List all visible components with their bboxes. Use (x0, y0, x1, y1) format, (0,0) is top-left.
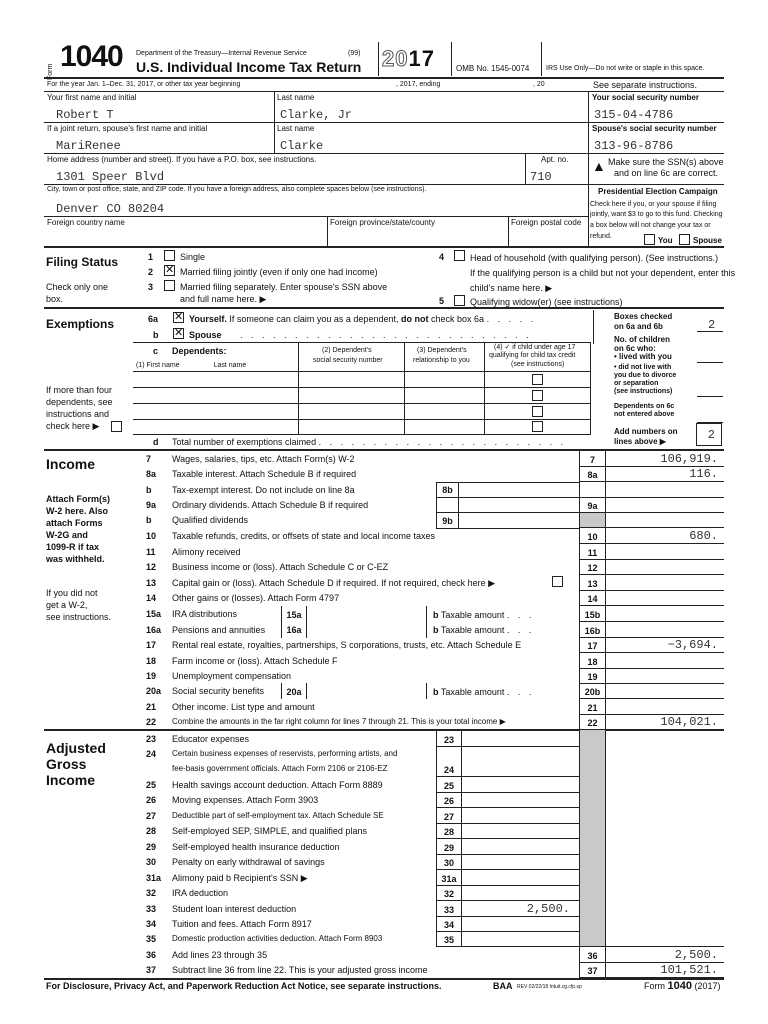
line-text: Other gains or (losses). Attach Form 4797 (172, 593, 340, 603)
line-number: 8a (146, 469, 157, 479)
line-text: Student loan interest deduction (172, 904, 297, 914)
line-amount-field[interactable]: 101,521. (660, 963, 718, 977)
line-box-number: 18 (587, 657, 598, 667)
line-text: Domestic production activities deduction. Attach Form 8903 (172, 934, 383, 943)
line-text: IRA distributions (172, 609, 238, 619)
spouse-first-field[interactable]: MariRenee (56, 139, 121, 153)
dep-col-4b: qualifying for child tax credit (489, 352, 576, 359)
line-number: 16a (146, 625, 162, 635)
line-box-number: 27 (443, 812, 454, 822)
line-number: 25 (146, 780, 157, 790)
pec-text-1: Check here if you, or your spouse if filing (590, 201, 717, 208)
agi-title-1: Adjusted (46, 740, 106, 756)
form-word: Form (47, 63, 54, 80)
line-text: Tax-exempt interest. Do not include on line 8a (172, 485, 355, 495)
filing-note-1: Check only one (46, 282, 109, 292)
line-number: 24 (146, 749, 157, 759)
dep-col-4c: (see instructions) (511, 361, 565, 368)
line-amount-field[interactable]: 106,919. (660, 452, 718, 466)
line-box-number: 21 (587, 703, 598, 713)
line-amount-field[interactable]: 116. (689, 467, 718, 481)
line-number: 35 (146, 934, 157, 944)
income-title: Income (46, 456, 96, 472)
form-number: 1040 (60, 40, 123, 73)
dep-side-3: instructions and (46, 409, 110, 419)
boxes-checked-1: Boxes checked (614, 312, 673, 321)
widow-checkbox[interactable] (454, 295, 465, 306)
box-20a: 20a (286, 687, 302, 697)
line-number: 11 (146, 547, 156, 557)
dep-col-4a: (4) ✓ if child under age 17 (494, 344, 576, 351)
line-number: 22 (146, 717, 157, 727)
line-number: 7 (146, 454, 152, 464)
baa: BAA (493, 981, 513, 991)
dep-row-4-checkbox[interactable] (532, 421, 543, 432)
mfj-checkbox[interactable]: ✕ (165, 264, 175, 276)
line-number: 12 (146, 562, 157, 572)
line-text: Ordinary dividends. Attach Schedule B if required (172, 500, 369, 510)
mfs-label-1: Married filing separately. Enter spouse's SSN above (180, 282, 388, 292)
rev-code: REV 02/22/18 Intuit.cg.cfp.sp (517, 984, 582, 990)
children-2: on 6c who: (614, 344, 656, 353)
dep-row-2-checkbox[interactable] (532, 390, 543, 401)
line-box-number: 10 (587, 532, 598, 542)
line-number: 36 (146, 950, 157, 960)
line-box-number: 13 (587, 579, 598, 589)
pec-spouse-label: Spouse (693, 236, 722, 245)
line-text: Educator expenses (172, 734, 250, 744)
box-16a: 16a (286, 625, 302, 635)
hoh-label-2: If the qualifying person is a child but not your dependent, enter this (470, 268, 736, 278)
dept-name: Department of the Treasury—Internal Revenue Service (136, 50, 307, 57)
line-box-number: 23 (443, 735, 454, 745)
line-number: 17 (146, 640, 157, 650)
line-box-number: 7 (589, 455, 595, 465)
foreign-postal-label: Foreign postal code (511, 218, 582, 227)
line-box-number: 26 (443, 796, 454, 806)
spouse-first-label: If a joint return, spouse's first name and initial (47, 124, 208, 133)
dep-col-2b: social security number (313, 357, 383, 364)
dep-not-entered-2: not entered above (614, 411, 675, 418)
boxes-checked-2: on 6a and 6b (614, 322, 663, 331)
line-box-number: 16b (584, 626, 601, 636)
line-number: 20a (146, 686, 162, 696)
yourself-label: Yourself. If someone can claim you as a dependent, do not check box 6a . . . . . (189, 314, 537, 324)
line-text: Deductible part of self-employment tax. Attach Schedule SE (172, 811, 384, 820)
children-1: No. of children (614, 335, 670, 344)
dependents-label: Dependents: (172, 346, 227, 356)
line-text: Subtract line 36 from line 22. This is your adjusted gross income (172, 965, 428, 975)
ssn-field[interactable]: 315-04-4786 (594, 108, 674, 122)
dep-side-1: If more than four (46, 385, 113, 395)
dep-col-3b: relationship to you (413, 357, 470, 364)
line-text: Health savings account deduction. Attach Form 8889 (172, 780, 383, 790)
line-text: Pensions and annuities (172, 625, 266, 635)
single-label: Single (180, 252, 206, 262)
line-box-number: 17 (587, 641, 598, 651)
line-box-number: 25 (443, 781, 454, 791)
line-text: Penalty on early withdrawal of savings (172, 857, 325, 867)
box-15a: 15a (286, 610, 302, 620)
spouse-exemption-label: Spouse (189, 330, 222, 340)
taxable-15b-label: b Taxable amount . . . (433, 610, 535, 620)
line-number: 37 (146, 965, 157, 975)
line-text: Capital gain or (loss). Attach Schedule D if required. If not required, check here ▶ (172, 578, 496, 588)
add-numbers-1: Add numbers on (614, 427, 678, 436)
city-field[interactable]: Denver CO 80204 (56, 202, 165, 216)
ssn-note-2: and on line 6c are correct. (614, 168, 719, 178)
pec-text-4: refund. (590, 233, 612, 240)
widow-label: Qualifying widow(er) (see instructions) (470, 297, 623, 307)
hoh-label-1: Head of household (with qualifying person). (See instructions.) (470, 253, 719, 263)
line-box-number: 30 (443, 858, 454, 868)
line-number: 26 (146, 795, 157, 805)
line-text: Taxable interest. Attach Schedule B if required (172, 469, 357, 479)
line-number: 10 (146, 531, 157, 541)
pec-title: Presidential Election Campaign (598, 187, 718, 196)
line-number: 32 (146, 888, 157, 898)
line-box-number: 36 (587, 951, 598, 961)
triangle-icon: ▲ (592, 158, 606, 174)
address-label: Home address (number and street). If you have a P.O. box, see instructions. (47, 155, 317, 164)
spouse-checkbox[interactable]: ✕ (174, 327, 184, 339)
line-box-number: 35 (443, 935, 454, 945)
dep-side-2: dependents, see (46, 397, 113, 407)
hoh-label-3: child's name here. ▶ (470, 283, 553, 293)
foreign-country-label: Foreign country name (47, 218, 125, 227)
year-ending: , 2017, ending (396, 81, 441, 88)
add-numbers-2: lines above ▶ (614, 437, 666, 446)
line-number: 21 (146, 702, 157, 712)
spouse-ssn-field[interactable]: 313-96-8786 (594, 139, 674, 153)
ssn-label: Your social security number (592, 93, 699, 102)
form-title: U.S. Individual Income Tax Return (136, 59, 362, 75)
tax-year: 2017 (382, 46, 435, 71)
mfs-label-2: and full name here. ▶ (180, 294, 267, 304)
last-name-label: Last name (277, 93, 315, 102)
line-box-number: 14 (587, 594, 598, 604)
dep-col-2a: (2) Dependent's (322, 347, 372, 354)
line-text: Add lines 23 through 35 (172, 950, 268, 960)
irs-use-note: IRS Use Only—Do not write or staple in this space. (546, 65, 705, 72)
line-text: Self-employed health insurance deduction (172, 842, 340, 852)
line-box-number: 24 (443, 765, 454, 775)
line-box-number: 37 (587, 966, 598, 976)
line-text: Rental real estate, royalties, partnerships, S corporations, trusts, etc. Attach Schedule E (172, 640, 522, 650)
line-text: Farm income or (loss). Attach Schedule F (172, 656, 338, 666)
mfj-label: Married filing jointly (even if only one had income) (180, 267, 378, 277)
exemptions-title: Exemptions (46, 317, 115, 331)
line-number: 27 (146, 811, 157, 821)
foreign-province-label: Foreign province/state/county (330, 218, 435, 227)
line-number: 19 (146, 671, 157, 681)
taxable-20b-label: b Taxable amount . . . (433, 687, 535, 697)
see-instructions: See separate instructions. (593, 80, 698, 90)
dep-not-entered-1: Dependents on 6c (614, 403, 675, 410)
line-box-number: 28 (443, 827, 454, 837)
line-box-number: 15b (584, 610, 601, 620)
line-box-number: 32 (443, 889, 454, 899)
line-number: 9a (146, 500, 157, 510)
taxable-16b-label: b Taxable amount . . . (433, 625, 535, 635)
line-text: Self-employed SEP, SIMPLE, and qualified plans (172, 826, 367, 836)
didnot-4: (see instructions) (614, 388, 673, 395)
first-name-label: Your first name and initial (47, 93, 137, 102)
single-checkbox[interactable] (164, 250, 175, 261)
omb-number: OMB No. 1545-0074 (456, 64, 530, 73)
line-text: Social security benefits (172, 686, 265, 696)
pec-you-checkbox[interactable] (644, 234, 655, 245)
line-amount-field[interactable]: 104,021. (660, 715, 718, 729)
dep-row-3-checkbox[interactable] (532, 406, 543, 417)
dep-col-1: (1) First name Last name (136, 362, 247, 369)
apt-field[interactable]: 710 (530, 170, 552, 184)
form-footer: Form 1040 (2017) (644, 980, 721, 992)
box-8b: 8b (442, 485, 453, 495)
line-text: IRA deduction (172, 888, 229, 898)
line-text: Alimony paid b Recipient's SSN ▶ (172, 873, 308, 883)
filing-status-title: Filing Status (46, 255, 118, 269)
line-number: 34 (146, 919, 157, 929)
line-box-number: 22 (587, 718, 598, 728)
line-number: 28 (146, 826, 157, 836)
box-9b: 9b (442, 516, 453, 526)
line-number: b (146, 485, 152, 495)
boxes-checked-value[interactable]: 2 (708, 318, 716, 332)
line-text: Tuition and fees. Attach Form 8917 (172, 919, 312, 929)
line-text: Unemployment compensation (172, 671, 292, 681)
line-number: b (146, 515, 152, 525)
didnot-2: you due to divorce (614, 372, 677, 379)
line-number: 31a (146, 873, 162, 883)
line-text: Business income or (loss). Attach Schedule C or C-EZ (172, 562, 389, 572)
total-exemptions-label: Total number of exemptions claimed . . . . . . . . . . . . . . . . . . . . . . . (172, 437, 567, 447)
line-box-number: 34 (443, 920, 454, 930)
city-label: City, town or post office, state, and ZIP code. If you have a foreign address, also complete spaces below (see instructions). (47, 186, 427, 193)
spouse-last-label: Last name (277, 124, 315, 133)
line-amount-field[interactable]: 2,500. (526, 902, 570, 916)
code-99: (99) (348, 50, 361, 57)
line-text: Alimony received (172, 547, 241, 557)
tax-year-line: For the year Jan. 1–Dec. 31, 2017, or other tax year beginning (47, 81, 241, 88)
line-text: Taxable refunds, credits, or offsets of state and local income taxes (172, 531, 435, 541)
pec-you-label: You (658, 236, 673, 245)
pec-text-3: a box below will not change your tax or (590, 222, 711, 229)
line-box-number: 29 (443, 843, 454, 853)
address-field[interactable]: 1301 Speer Blvd (56, 170, 165, 184)
privacy-notice: For Disclosure, Privacy Act, and Paperwork Reduction Act Notice, see separate instructions. (46, 981, 442, 991)
exemptions-total-box[interactable]: 2 (696, 423, 722, 446)
line-number: 29 (146, 842, 157, 852)
agi-title-3: Income (46, 772, 96, 788)
agi-title-2: Gross (46, 756, 87, 772)
pec-spouse-checkbox[interactable] (679, 234, 690, 245)
yourself-checkbox[interactable]: ✕ (174, 311, 184, 323)
dep-col-3a: (3) Dependent's (417, 347, 467, 354)
line-box-number: 11 (587, 548, 598, 558)
line-number: 18 (146, 656, 157, 666)
line-box-number: 33 (443, 905, 454, 915)
dep-side-4: check here ▶ (46, 421, 100, 431)
spouse-ssn-label: Spouse's social security number (592, 124, 717, 133)
line-box-number: 9a (587, 501, 598, 511)
line-number: 30 (146, 857, 157, 867)
line-box-number: 31a (441, 874, 457, 884)
line-text: Wages, salaries, tips, etc. Attach Form(s) W-2 (172, 454, 355, 464)
line-amount-field[interactable]: −3,694. (667, 638, 718, 652)
didnot-3: or separation (614, 380, 659, 387)
apt-label: Apt. no. (541, 155, 569, 164)
line-box-number: 8a (587, 470, 598, 480)
line-text: Combine the amounts in the far right column for lines 7 through 21. This is your total income ▶ (172, 717, 506, 726)
line-number: 13 (146, 578, 157, 588)
mfs-checkbox[interactable] (164, 280, 175, 291)
spouse-last-field[interactable]: Clarke (280, 139, 324, 153)
hoh-checkbox[interactable] (454, 250, 465, 261)
filing-note-2: box. (46, 294, 64, 304)
line-box-number: 19 (587, 672, 598, 682)
didnot-1: • did not live with (614, 364, 672, 371)
line-amount-field[interactable]: 2,500. (674, 948, 718, 962)
line-text: Certain business expenses of reservists, performing artists, and (172, 749, 398, 758)
line-amount-field[interactable]: 680. (689, 529, 718, 543)
line-number: 33 (146, 904, 157, 914)
line-box-number: 12 (587, 563, 598, 573)
more-dependents-checkbox[interactable] (111, 421, 122, 432)
line-text: fee-basis government officials. Attach Form 2106 or 2106-EZ (172, 764, 388, 773)
ssn-note-1: Make sure the SSN(s) above (608, 157, 724, 167)
capital-gain-checkbox[interactable] (552, 576, 563, 587)
line-number: 15a (146, 609, 162, 619)
line-text: Qualified dividends (172, 515, 249, 525)
line-box-number: 20b (584, 687, 601, 697)
year-20: , 20 (533, 81, 545, 88)
line-number: 23 (146, 734, 157, 744)
pec-text-2: jointly, want $3 to go to this fund. Checking (590, 211, 723, 218)
first-name-field[interactable]: Robert T (56, 108, 114, 122)
line-number: 14 (146, 593, 157, 603)
line-text: Other income. List type and amount (172, 702, 315, 712)
line-text: Moving expenses. Attach Form 3903 (172, 795, 319, 805)
last-name-field[interactable]: Clarke, Jr (280, 108, 353, 122)
dep-row-1-checkbox[interactable] (532, 374, 543, 385)
lived-with: • lived with you (614, 352, 672, 361)
